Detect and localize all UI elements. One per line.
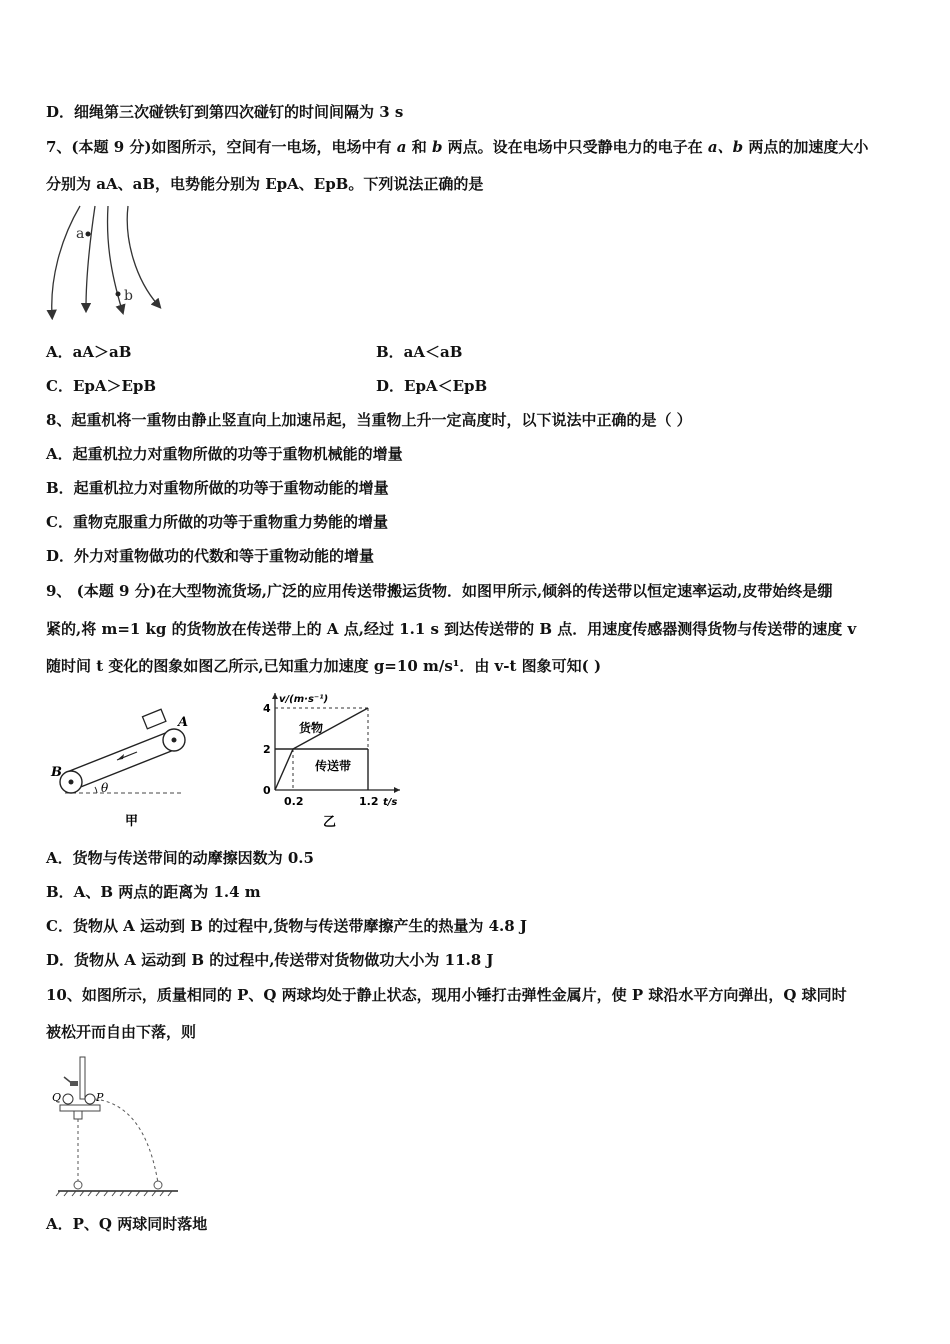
hammer-head [70,1081,78,1086]
q9-vt-chart [255,688,415,833]
y-axis-label: v/(m·s⁻¹) [279,694,329,705]
q9-option-c: C．货物从 A 运动到 B 的过程中,货物与传送带摩擦产生的热量为 4.8 J [46,917,528,935]
label-a: a [76,226,85,242]
q8-option-b: B．起重机拉力对重物所做的功等于重物动能的增量 [46,479,389,497]
field-line-1 [52,206,80,315]
q6-option-d: D．细绳第三次碰铁钉到第四次碰钉的时间间隔为 3 s [46,103,404,121]
x-tick-label: 0.2 [284,795,304,808]
q8-option-d: D．外力对重物做功的代数和等于重物动能的增量 [46,547,375,565]
q9-option-b: B．A、B 两点的距离为 1.4 m [46,883,261,901]
y-tick-label: 2 [263,743,271,756]
q9-option-d: D．货物从 A 运动到 B 的过程中,传送带对货物做功大小为 11.8 J [46,951,494,969]
q10-stem-line2: 被松开而自由下落，则 [46,1023,197,1041]
belt-bottom [73,748,179,790]
q9-stem-line1: 9、 (本题 9 分)在大型物流货场,广泛的应用传送带搬运货物．如图甲所示,倾斜的传送带以恒定速率运动,皮带始终是绷 [46,582,833,600]
caption-yi: 乙 [323,815,337,830]
x-axis-label: t/s [383,797,398,808]
ball-p [85,1094,95,1104]
stand-post [80,1057,85,1099]
label-B: B [51,765,62,780]
point-a [86,232,91,237]
q9-stem-line3: 随时间 t 变化的图象如图乙所示,已知重力加速度 g=10 m/s¹．由 v-t 图象可知( ) [46,657,602,675]
x-tick-label: 1.2 [359,795,379,808]
platform [60,1105,100,1111]
q7-stem-line2: 分别为 aA、aB，电势能分别为 EpA、EpB。下列说法正确的是 [46,175,484,193]
label-b: b [124,288,133,304]
q7-stem-line1: 7、(本题 9 分)如图所示，空间有一电场，电场中有 a 和 b 两点。设在电场中只受静电力的电子在 a、b 两点的加速度大小 [46,138,869,156]
cargo-box [142,709,165,729]
q7-option-b: B．aA＜aB [376,343,463,361]
q9-stem-line2: 紧的,将 m=1 kg 的货物放在传送带上的 A 点,经过 1.1 s 到达传送带的 B 点．用速度传感器测得货物与传送带的速度 v [46,620,857,638]
p-path [95,1099,158,1183]
series-label-cargo: 货物 [299,721,324,735]
q7-option-d: D．EpA＜EpB [376,377,488,395]
q10-projectile-figure [50,1055,185,1200]
theta-label: θ [101,781,109,795]
q9-conveyor-figure [45,700,195,830]
y-tick-label: 4 [263,702,271,715]
ball-q [63,1094,73,1104]
q8-stem: 8、起重机将一重物由静止竖直向上加速吊起，当重物上升一定高度时，以下说法中正确的是（ ） [46,411,692,429]
caption-jia: 甲 [125,814,139,829]
q10-stem-line1: 10、如图所示，质量相同的 P、Q 两球均处于静止状态，现用小锤打击弹性金属片，使 P 球沿水平方向弹出，Q 球同时 [46,986,847,1004]
q7-option-a: A．aA＞aB [46,343,132,361]
point-b [116,292,121,297]
label-A: A [178,715,189,730]
belt-top [67,730,173,772]
q7-field-lines-figure [40,200,170,325]
q8-option-c: C．重物克服重力所做的功等于重物重力势能的增量 [46,513,388,531]
field-line-2 [86,206,95,308]
q7-option-c: C．EpA＞EpB [46,377,157,395]
y-tick-label: 0 [263,784,271,797]
q9-option-a: A．货物与传送带间的动摩擦因数为 0.5 [46,849,314,867]
q10-option-a: A．P、Q 两球同时落地 [46,1215,208,1233]
label-p: P [96,1091,104,1104]
q8-option-a: A．起重机拉力对重物所做的功等于重物机械能的增量 [46,445,403,463]
series-label-belt: 传送带 [315,759,352,773]
label-q: Q [52,1091,62,1104]
